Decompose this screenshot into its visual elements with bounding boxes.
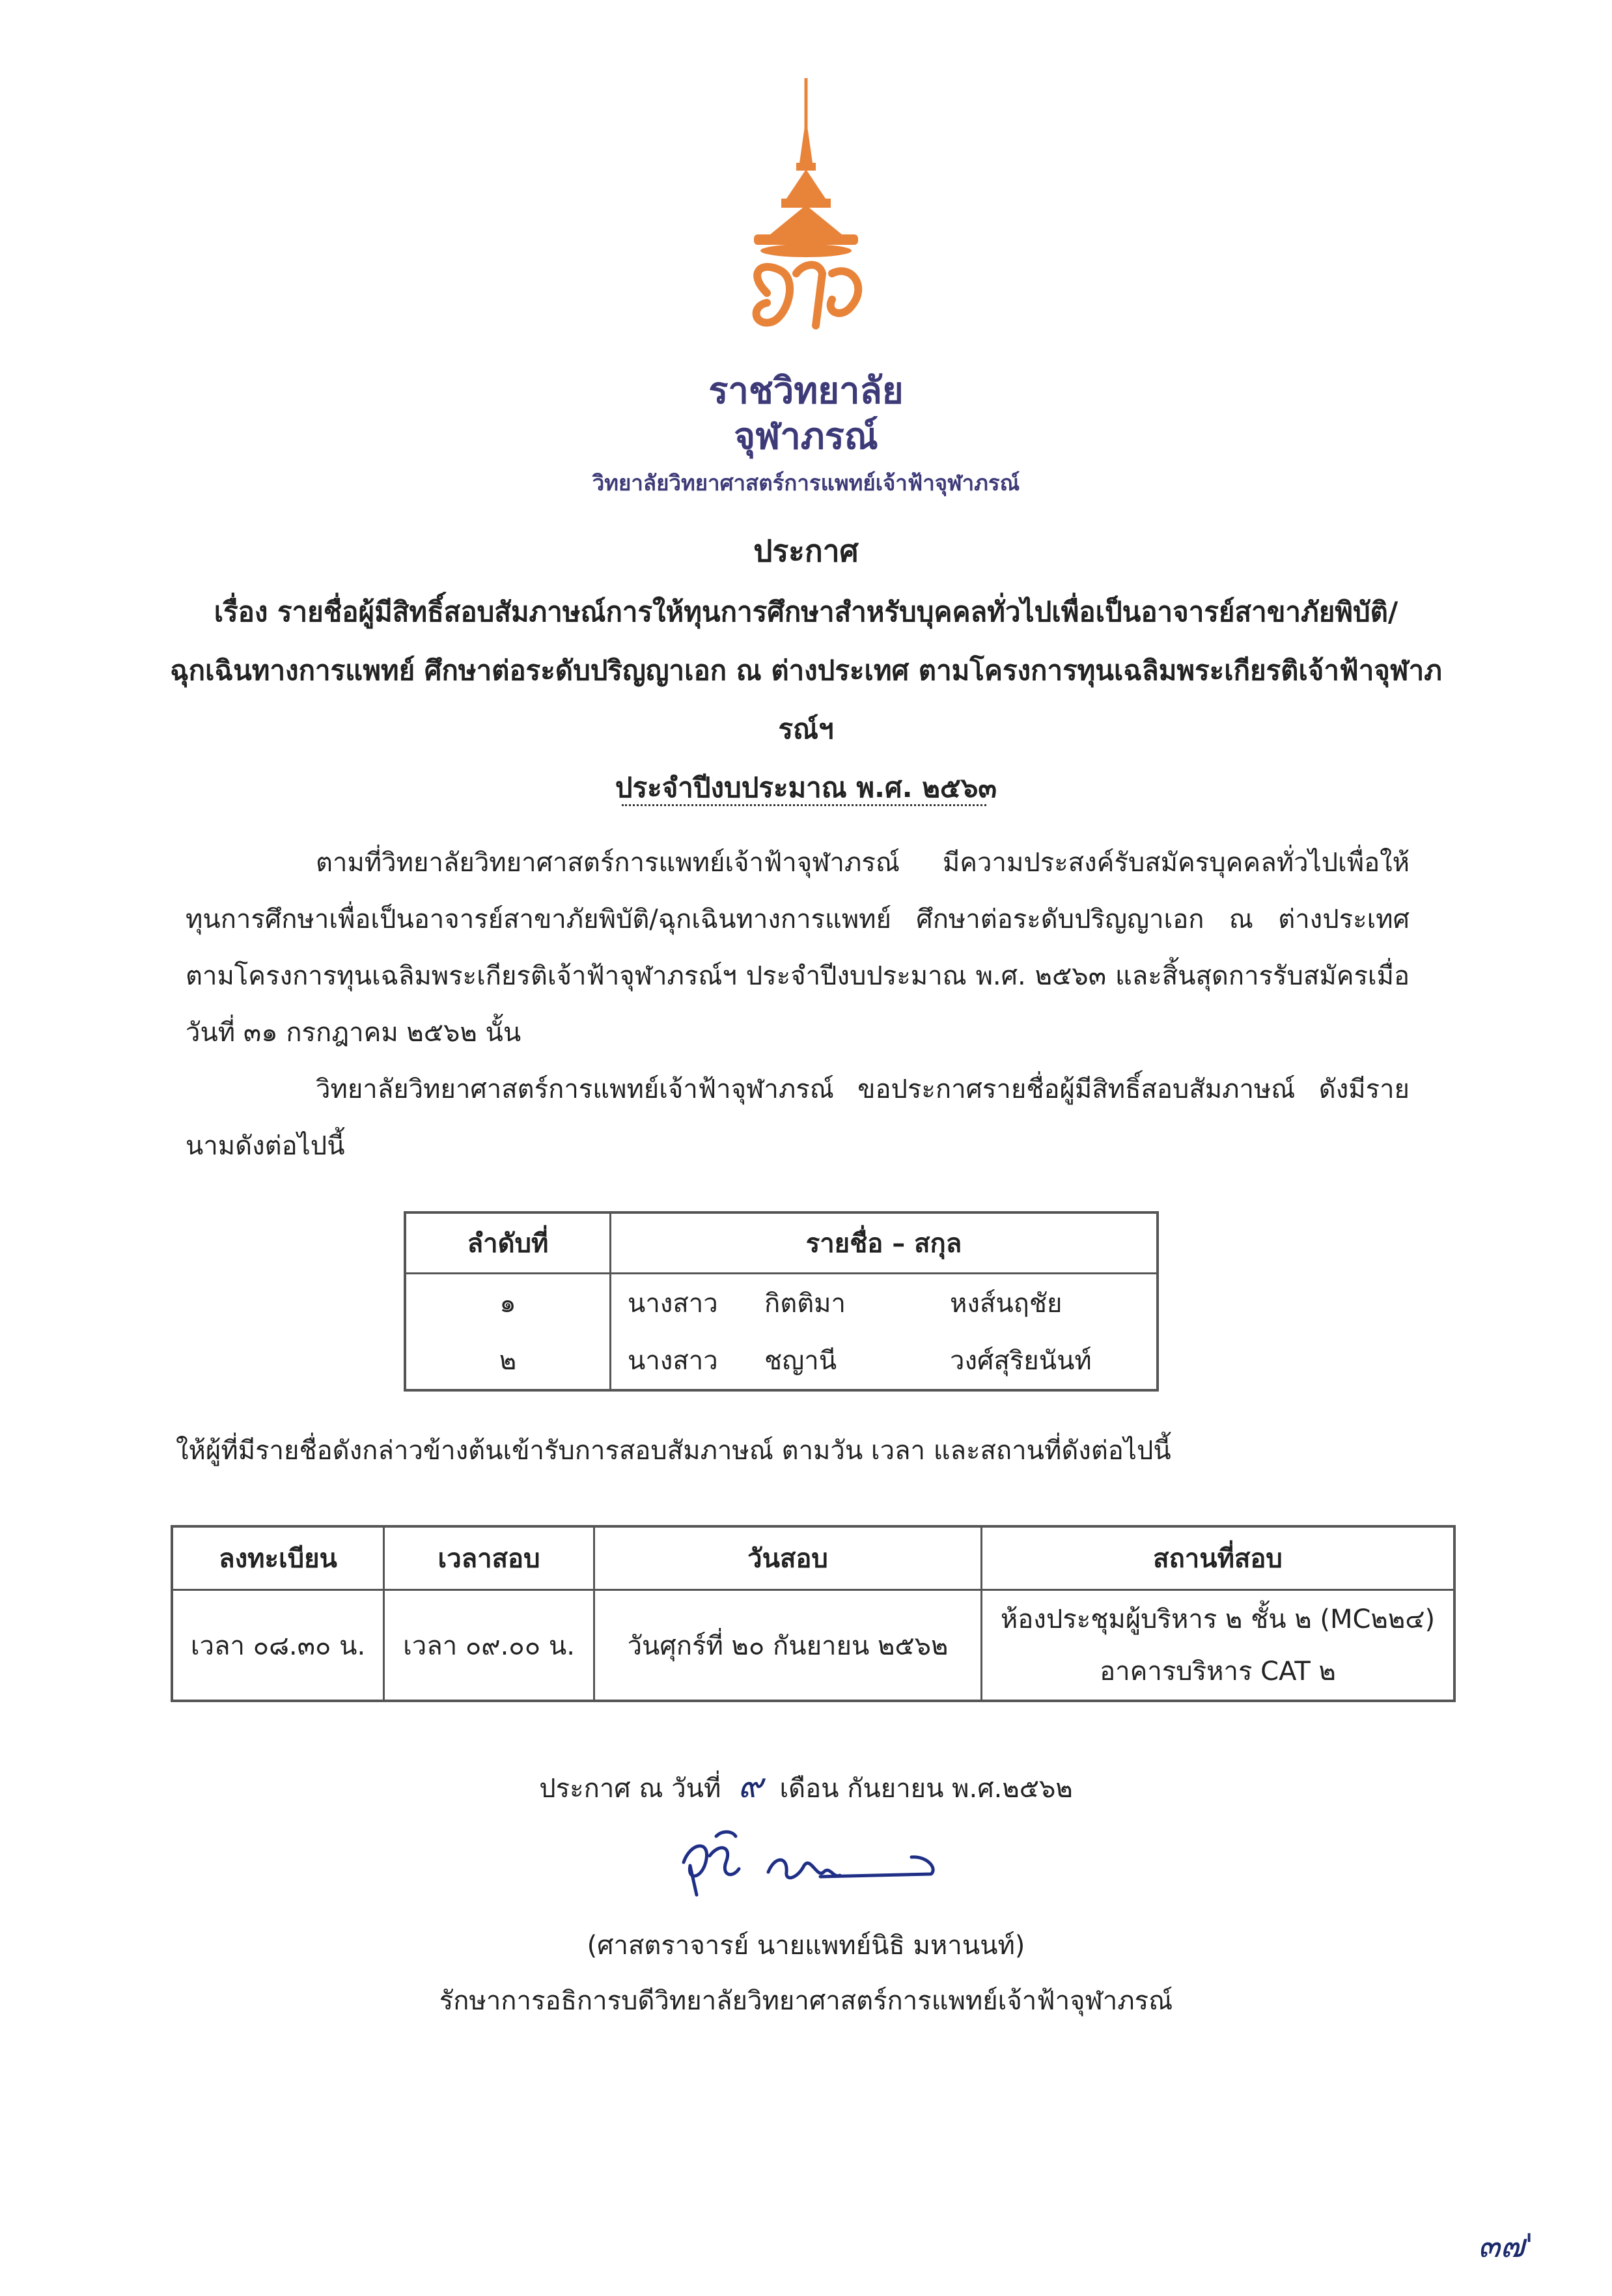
candidates-table [404, 1211, 1159, 1392]
header-register: ลงทะเบียน [172, 1526, 384, 1590]
separator-dotted-line [622, 804, 986, 806]
handwritten-signature [671, 1817, 944, 1901]
last-name: วงศ์สุริยนันท์ [950, 1346, 1092, 1376]
table-header-row [172, 1526, 1454, 1590]
header-order: ลำดับที่ [405, 1212, 611, 1274]
header-name: รายชื่อ – สกุล [611, 1212, 1158, 1274]
handwritten-page-note: ๓๗' [1478, 2227, 1534, 2265]
subject-line-2: ฉุกเฉินทางการแพทย์ ศึกษาต่อระดับปริญญาเอก ณ ต่างประเทศ ตามโครงการทุนเฉลิมพระเกียรติเจ้าฟ้าจุฬาภรณ์ฯ [170, 654, 1442, 745]
name-prefix: นางสาว [628, 1289, 718, 1319]
exam-time: เวลา ๐๙.๐๐ น. [384, 1590, 594, 1701]
interview-instruction: ให้ผู้ที่มีรายชื่อดังกล่าวข้างต้นเข้ารับการสอบสัมภาษณ์ ตามวัน เวลา และสถานที่ดังต่อไปนี้ [176, 1436, 1171, 1466]
announce-suffix: เดือน กันยายน พ.ศ.๒๕๖๒ [779, 1774, 1073, 1804]
exam-venue [982, 1590, 1455, 1701]
body-paragraph-2 [186, 1061, 1410, 1175]
header-venue: สถานที่สอบ [982, 1526, 1455, 1590]
header-exam-date: วันสอบ [594, 1526, 982, 1590]
first-name: ชญานี [764, 1346, 837, 1376]
header-exam-time: เวลาสอบ [384, 1526, 594, 1590]
signer-name: (ศาสตราจารย์ นายแพทย์นิธิ มหานนท์) [587, 1931, 1025, 1961]
document-title: ประกาศ [753, 533, 859, 568]
table-row [405, 1274, 1158, 1332]
name-prefix: นางสาว [628, 1346, 718, 1376]
para1-text: ตามที่วิทยาลัยวิทยาศาสตร์การแพทย์เจ้าฟ้าจุฬาภรณ์ มีความประสงค์รับสมัครบุคคลทั่วไปเพื่อให้ทุนการศึกษาเพื่อเป็นอาจารย์สาขาภัยพิบัติ/ฉุกเฉินทางการแพทย์ ศึกษาต่อระดับปริญญาเอก ณ ต่างประเทศ ตามโครงการทุนเฉลิมพระเกียรติเจ้าฟ้าจุฬาภรณ์ฯ ประจำปีงบประมาณ พ.ศ. ๒๕๖๓ และสิ้นสุดการรับสมัครเมื่อวันที่ ๓๑ กรกฎาคม ๒๕๖๒ นั้น [186, 848, 1410, 1048]
announcement-date [0, 1758, 1612, 1812]
register-time: เวลา ๐๘.๓๐ น. [172, 1590, 384, 1701]
body-paragraph-1 [186, 835, 1410, 1061]
logo-text-line1: ราชวิทยาลัย [708, 370, 904, 412]
subject-line-1: เรื่อง รายชื่อผู้มีสิทธิ์สอบสัมภาษณ์การให้ทุนการศึกษาสำหรับบุคคลทั่วไปเพื่อเป็นอาจารย์สาขาภัยพิบัติ/ [214, 596, 1398, 628]
exam-date: วันศุกร์ที่ ๒๐ กันยายน ๒๕๖๒ [594, 1590, 982, 1701]
org-name: วิทยาลัยวิทยาศาสตร์การแพทย์เจ้าฟ้าจุฬาภรณ์ [592, 470, 1020, 496]
row-number: ๒ [405, 1332, 611, 1390]
venue-line-2: อาคารบริหาร CAT ๒ [1100, 1656, 1336, 1687]
interview-schedule-table [171, 1525, 1456, 1702]
signer-position: รักษาการอธิการบดีวิทยาลัยวิทยาศาสตร์การแพทย์เจ้าฟ้าจุฬาภรณ์ [439, 1986, 1173, 2016]
table-row [405, 1332, 1158, 1390]
subject-line-3: ประจำปีงบประมาณ พ.ศ. ๒๕๖๓ [615, 772, 997, 804]
row-name [611, 1274, 1158, 1332]
table-header-row [405, 1212, 1158, 1274]
college-emblem-logo [741, 78, 871, 339]
table-row [172, 1590, 1454, 1701]
first-name: กิตติมา [764, 1289, 846, 1319]
logo-text-line2: จุฬาภรณ์ [734, 415, 878, 458]
handwritten-day: ๙ [738, 1767, 763, 1806]
announce-prefix: ประกาศ ณ วันที่ [539, 1774, 721, 1804]
para2-text: วิทยาลัยวิทยาศาสตร์การแพทย์เจ้าฟ้าจุฬาภรณ์ ขอประกาศรายชื่อผู้มีสิทธิ์สอบสัมภาษณ์ ดังมีรายนามดังต่อไปนี้ [186, 1074, 1410, 1161]
row-name [611, 1332, 1158, 1390]
document-subject [156, 583, 1456, 817]
last-name: หงส์นฤชัย [950, 1289, 1063, 1319]
venue-line-1: ห้องประชุมผู้บริหาร ๒ ชั้น ๒ (MC๒๒๔) [1000, 1604, 1436, 1634]
row-number: ๑ [405, 1274, 611, 1332]
